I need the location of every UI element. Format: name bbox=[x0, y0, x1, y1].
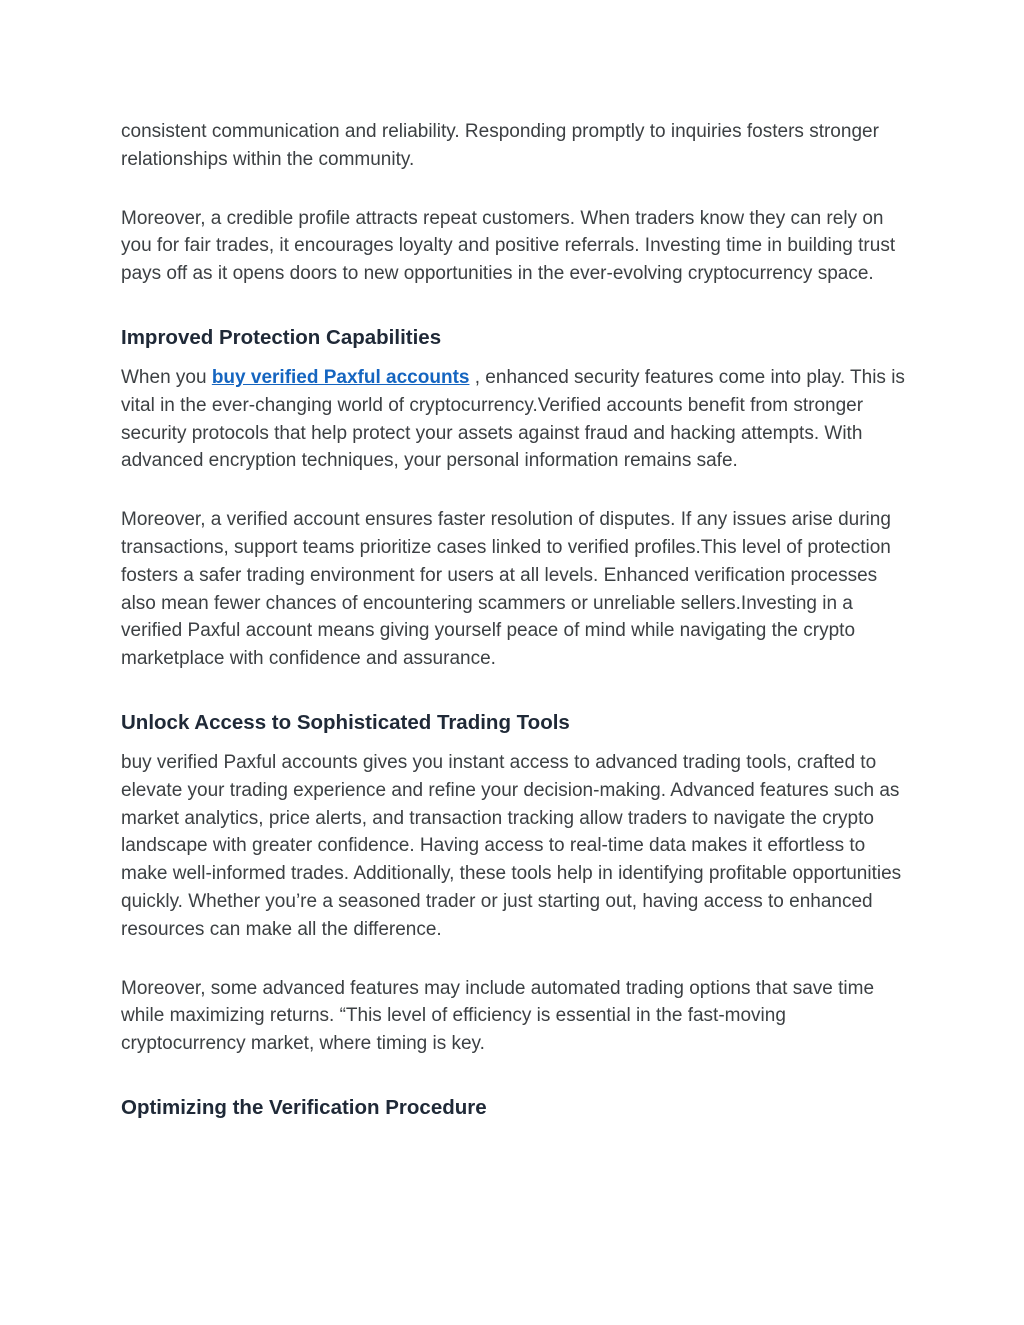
buy-verified-paxful-link[interactable]: buy verified Paxful accounts bbox=[211, 366, 470, 388]
paragraph-security-features bbox=[121, 364, 911, 475]
heading-improved-protection: Improved Protection Capabilities bbox=[121, 325, 442, 349]
paragraph-communication: consistent communication and reliability. Responding promptly to inquiries fosters stronger relationships within the community. bbox=[121, 121, 879, 170]
paragraph-disputes: Moreover, a verified account ensures faster resolution of disputes. If any issues arise during transactions, support teams prioritize cases linked to verified profiles.This level of protection fosters a safer trading environment for users at all levels. Enhanced verification processes also mean fewer chances of encountering scammers or unreliable sellers.Investing in a verified Paxful account means giving yourself peace of mind while navigating the crypto marketplace with confidence and assurance. bbox=[121, 509, 891, 670]
paragraph-automated-trading: Moreover, some advanced features may include automated trading options that save time while maximizing returns. “This level of efficiency is essential in the fast-moving cryptocurrency market, where timing is key. bbox=[121, 977, 875, 1055]
paragraph-credible-profile: Moreover, a credible profile attracts repeat customers. When traders know they can rely on you for fair trades, it encourages loyalty and positive referrals. Investing time in building trust pays off as it opens doors to new opportunities in the ever-evolving cryptocurrency space. bbox=[121, 207, 896, 285]
paragraph-security-intro: When you bbox=[121, 366, 212, 388]
heading-verification-procedure: Optimizing the Verification Procedure bbox=[121, 1095, 487, 1119]
heading-trading-tools: Unlock Access to Sophisticated Trading Tools bbox=[121, 710, 570, 734]
paragraph-advanced-tools: buy verified Paxful accounts gives you instant access to advanced trading tools, crafted to elevate your trading experience and refine your decision-making. Advanced features such as market analytics, price alerts, and transaction tracking allow traders to navigate the crypto landscape with greater confidence. Having access to real-time data makes it effortless to make well-informed trades. Additionally, these tools help in identifying profitable opportunities quickly. Whether you’re a seasoned trader or just starting out, having access to enhanced resources can make all the difference. bbox=[121, 751, 902, 940]
paragraph-security-rest: , enhanced security features come into play. This is vital in the ever-changing world of cryptocurrency.Verified accounts benefit from stronger security protocols that help protect your assets against fraud and hacking attempts. With advanced encryption techniques, your personal information remains safe. bbox=[121, 366, 905, 472]
document-page bbox=[121, 118, 911, 1122]
